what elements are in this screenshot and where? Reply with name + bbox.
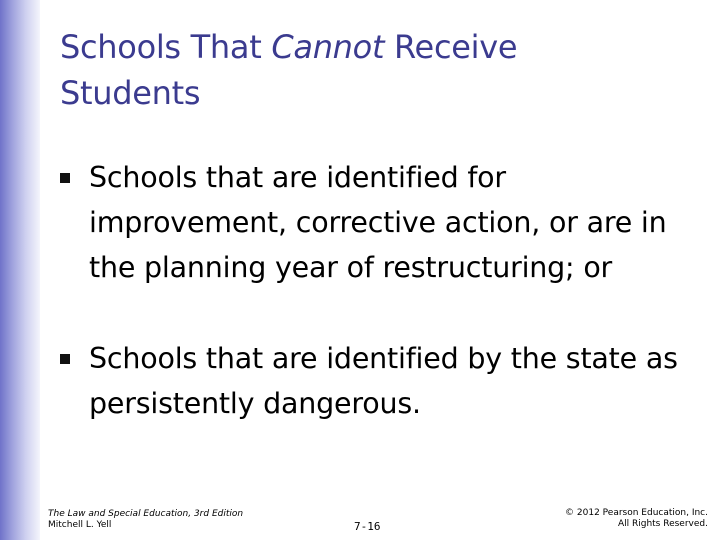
square-bullet-icon <box>60 173 70 183</box>
bullet-item <box>60 336 710 426</box>
footer-author: Mitchell L. Yell <box>48 520 112 530</box>
rights-line: All Rights Reserved. <box>617 519 708 529</box>
bullet-text: Schools that are identified by the state as persistently dangerous. <box>89 342 678 420</box>
footer-book-title: The Law and Special Education, 3rd Edition <box>48 509 244 519</box>
copyright-line: © 2012 Pearson Education, Inc. <box>565 508 708 518</box>
side-gradient-bar <box>0 0 40 540</box>
bullet-list <box>60 155 710 472</box>
bullet-text: Schools that are identified for improvement, corrective action, or are in the planning year of restructuring; or <box>89 161 667 284</box>
title-text-start: Schools That <box>60 28 272 66</box>
square-bullet-icon <box>60 354 70 364</box>
slide-title <box>60 24 660 116</box>
footer-copyright <box>565 508 708 530</box>
footer-book-info <box>48 509 243 531</box>
title-emphasis: Cannot <box>271 28 385 66</box>
bullet-item <box>60 155 710 290</box>
footer-page-number: 7-16 <box>354 520 381 533</box>
title-text-end: Receive Students <box>60 28 518 112</box>
